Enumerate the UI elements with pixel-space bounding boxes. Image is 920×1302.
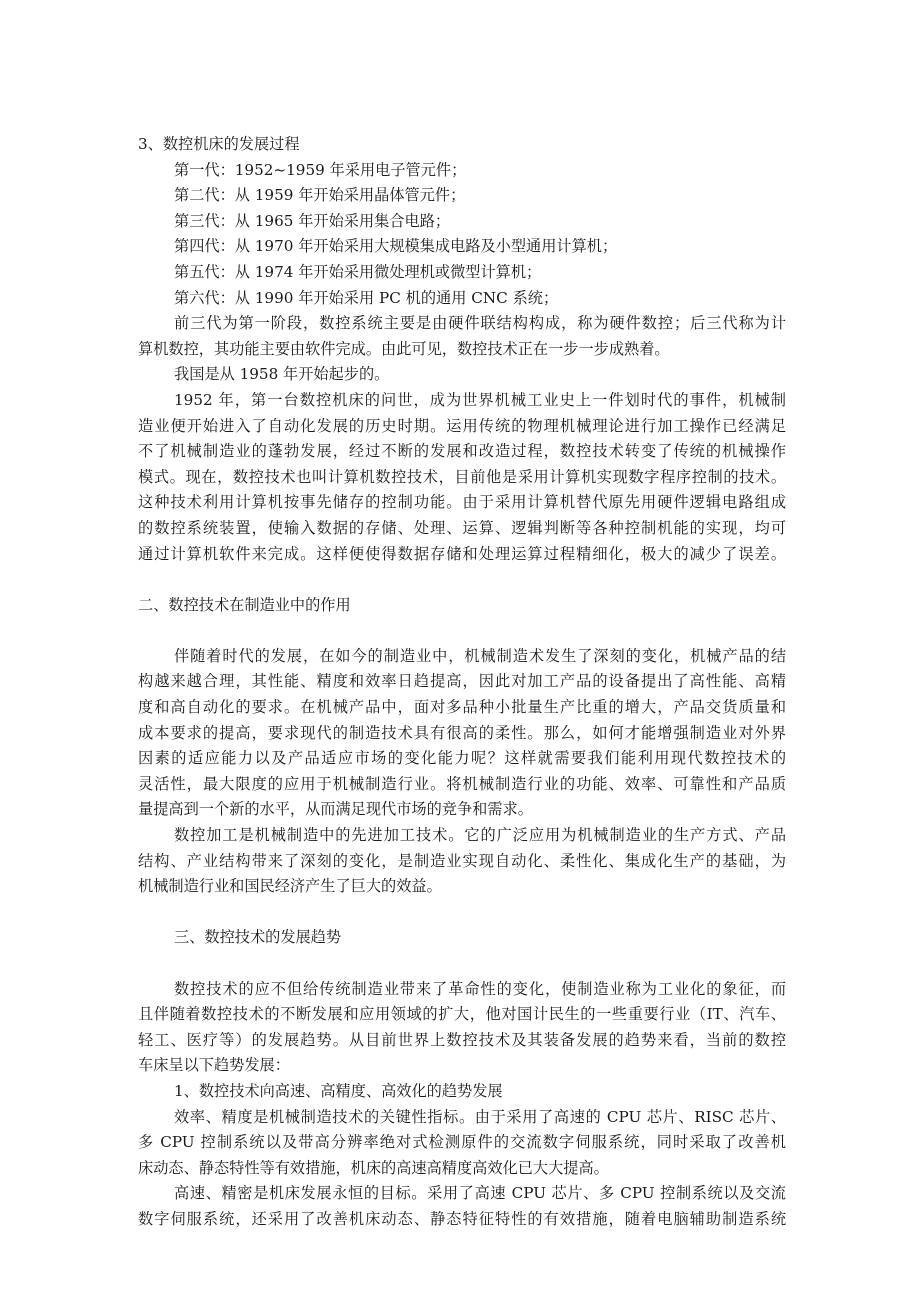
paragraph-line: 高速、精密是机床发展永恒的目标。采用了高速 CPU 芯片、多 CPU 控制系统以及交流 bbox=[174, 1184, 786, 1203]
paragraph-line: 量提高到一个新的水平，从而满足现代市场的竞争和需求。 bbox=[138, 800, 533, 819]
paragraph-line: 机械制造行业和国民经济产生了巨大的效益。 bbox=[138, 877, 442, 896]
paragraph-line: 数控加工是机械制造中的先进加工技术。它的广泛应用为机械制造业的生产方式、产品 bbox=[174, 826, 786, 845]
paragraph-line: 我国是从 1958 年开始起步的。 bbox=[174, 365, 390, 384]
generation-line: 第三代：从 1965 年开始采用集合电路； bbox=[174, 211, 451, 230]
spacer bbox=[138, 567, 786, 593]
paragraph-line: 因素的适应能力以及产品适应市场的变化能力呢？这样就需要我们能利用现代数控技术的 bbox=[138, 749, 786, 768]
paragraph-line: 前三代为第一阶段，数控系统主要是由硬件联结构构成，称为硬件数控；后三代称为计 bbox=[174, 314, 786, 333]
section-heading-development-trends: 三、数控技术的发展趋势 bbox=[174, 928, 342, 947]
paragraph-line: 结构、产业结构带来了深刻的变化，是制造业实现自动化、柔性化、集成化生产的基础，为 bbox=[138, 851, 786, 870]
paragraph-line: 不了机械制造业的蓬勃发展，经过不断的发展和改造过程，数控技术转变了传统的机械操作 bbox=[138, 442, 786, 461]
paragraph-line: 通过计算机软件来完成。这样便使得数据存储和处理运算过程精细化，极大的减少了误差。 bbox=[138, 544, 786, 563]
generation-line: 第四代：从 1970 年开始采用大规模集成电路及小型通用计算机； bbox=[174, 237, 618, 256]
paragraph-line: 度和高自动化的要求。在机械产品中，面对多品种小批量生产比重的增大，产品交货质量和 bbox=[138, 698, 786, 717]
document-page bbox=[138, 132, 786, 1233]
paragraph-line: 效率、精度是机械制造技术的关键性指标。由于采用了高速的 CPU 芯片、RISC 芯片、 bbox=[174, 1107, 786, 1126]
paragraph-line: 灵活性，最大限度的应用于机械制造行业。将机械制造行业的功能、效率、可靠性和产品质 bbox=[138, 774, 786, 793]
paragraph-line: 数控技术的应不但给传统制造业带来了革命性的变化，使制造业称为工业化的象征，而 bbox=[174, 979, 786, 998]
paragraph-line: 多 CPU 控制系统以及带高分辨率绝对式检测原件的交流数字伺服系统，同时采取了改善机 bbox=[138, 1133, 786, 1152]
paragraph-line: 且伴随着数控技术的不断发展和应用领域的扩大，他对国计民生的一些重要行业（IT、汽车、 bbox=[138, 1005, 786, 1024]
spacer bbox=[138, 900, 786, 926]
paragraph-line: 1952 年，第一台数控机床的问世，成为世界机械工业史上一件划时代的事件，机械制 bbox=[174, 390, 786, 409]
paragraph-line: 成本要求的提高，要求现代的制造技术具有很高的柔性。那么，如何才能增强制造业对外界 bbox=[138, 723, 786, 742]
paragraph-line: 车床呈以下趋势发展： bbox=[138, 1056, 290, 1075]
spacer bbox=[138, 951, 786, 977]
generation-line: 第六代：从 1990 年开始采用 PC 机的通用 CNC 系统； bbox=[174, 288, 559, 307]
spacer bbox=[138, 618, 786, 644]
paragraph-line: 模式。现在，数控技术也叫计算机数控技术，目前他是采用计算机实现数字程序控制的技术。 bbox=[138, 467, 786, 486]
generation-line: 第五代：从 1974 年开始采用微处理机或微型计算机； bbox=[174, 262, 542, 281]
section-heading-role-in-manufacturing: 二、数控技术在制造业中的作用 bbox=[138, 595, 351, 614]
paragraph-line: 的数控系统装置，使输入数据的存储、处理、运算、逻辑判断等各种控制机能的实现，均可 bbox=[138, 518, 786, 537]
paragraph-line: 床动态、静态特性等有效措施，机床的高速高精度高效化已大大提高。 bbox=[138, 1158, 609, 1177]
generation-line: 第一代：1952~1959 年采用电子管元件； bbox=[174, 160, 467, 179]
paragraph-line: 伴随着时代的发展，在如今的制造业中，机械制造术发生了深刻的变化，机械产品的结 bbox=[174, 646, 786, 665]
paragraph-line: 算机数控，其功能主要由软件完成。由此可见，数控技术正在一步一步成熟着。 bbox=[138, 339, 670, 358]
generation-line: 第二代：从 1959 年开始采用晶体管元件； bbox=[174, 186, 466, 205]
paragraph-line: 轻工、医疗等）的发展趋势。从目前世界上数控技术及其装备发展的趋势来看，当前的数控 bbox=[138, 1030, 786, 1049]
paragraph-line: 这种技术利用计算机按事先储存的控制功能。由于采用计算机替代原先用硬件逻辑电路组成 bbox=[138, 493, 786, 512]
subheading-line: 1、数控技术向高速、高精度、高效化的趋势发展 bbox=[174, 1081, 503, 1100]
paragraph-line: 数字伺服系统，还采用了改善机床动态、静态特征特性的有效措施，随着电脑辅助制造系统 bbox=[138, 1209, 786, 1228]
paragraph-line: 构越来越合理，其性能、精度和效率日趋提高，因此对加工产品的设备提出了高性能、高精 bbox=[138, 672, 786, 691]
paragraph-line: 造业便开始进入了自动化发展的历史时期。运用传统的物理机械理论进行加工操作已经满足 bbox=[138, 416, 786, 435]
section-heading-development-process: 3、数控机床的发展过程 bbox=[138, 135, 300, 153]
